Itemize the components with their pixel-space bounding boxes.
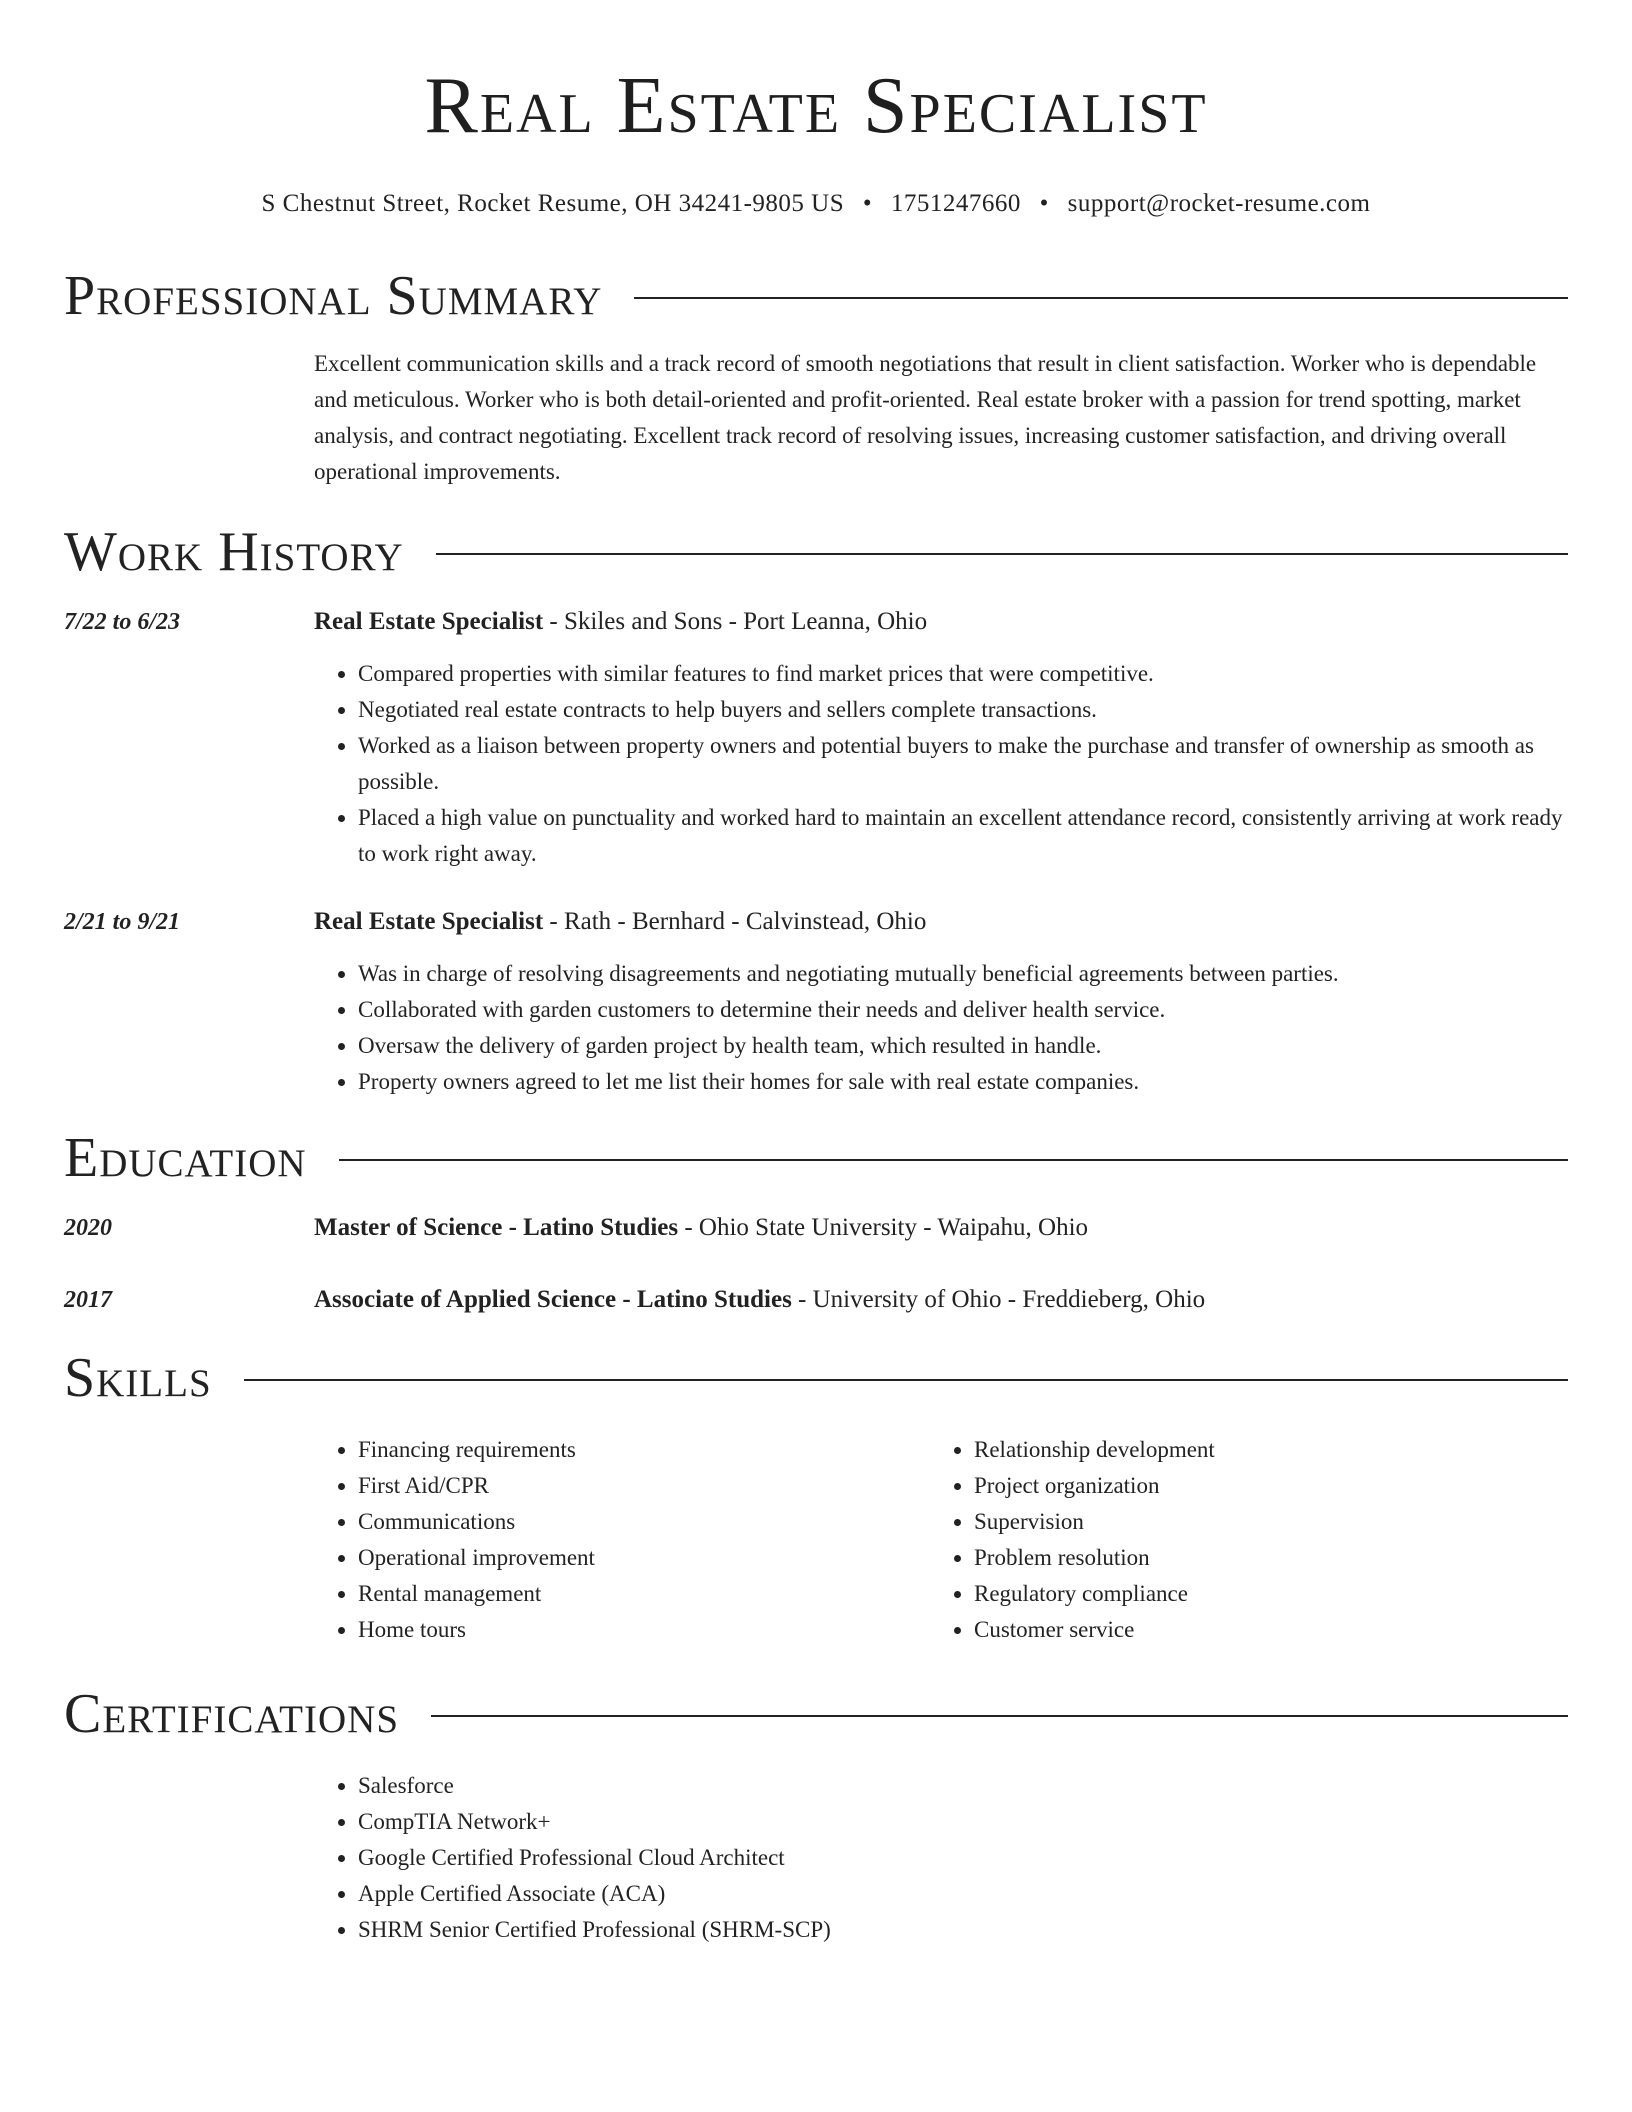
resume-name: Real Estate Specialist	[424, 62, 1208, 150]
list-item: • Negotiated real estate contracts to help buyers and sellers complete transactions.	[358, 692, 1568, 728]
job-heading	[314, 602, 1568, 642]
section-divider	[339, 1159, 1568, 1161]
section-divider	[436, 553, 1568, 555]
list-item: • Was in charge of resolving disagreements and negotiating mutually beneficial agreements between parties.	[358, 956, 1568, 992]
skills-section-header	[64, 1346, 1568, 1410]
skills-column-left	[314, 1432, 930, 1648]
skill-item: • Rental management	[358, 1576, 930, 1612]
list-item: • Oversaw the delivery of garden project by health team, which resulted in handle.	[358, 1028, 1568, 1064]
summary-section-header	[64, 264, 1568, 328]
education-details: - University of Ohio - Freddieberg, Ohio	[791, 1286, 1206, 1313]
resume-page	[64, 0, 1568, 1948]
education-details: - Ohio State University - Waipahu, Ohio	[678, 1214, 1089, 1241]
job-dates: 2/21 to 9/21	[64, 909, 181, 935]
contact-line	[64, 188, 1568, 220]
contact-separator: •	[1039, 190, 1049, 217]
certification-item: • SHRM Senior Certified Professional (SHRM-SCP)	[358, 1912, 1568, 1948]
education-section-header	[64, 1126, 1568, 1190]
skill-item: • Relationship development	[974, 1432, 1546, 1468]
job-details: - Rath - Bernhard - Calvinstead, Ohio	[543, 908, 927, 935]
contact-separator: •	[862, 190, 873, 217]
contact-email: support@rocket-resume.com	[1067, 190, 1371, 217]
section-title-work: Work History	[64, 521, 404, 583]
education-year: 2020	[64, 1215, 112, 1241]
job-dates: 7/22 to 6/23	[64, 609, 181, 635]
skills-list	[314, 1432, 1568, 1648]
list-item: • Worked as a liaison between property owners and potential buyers to make the purchase and transfer of ownership as smooth as possible.	[358, 728, 1568, 800]
certification-item: • Google Certified Professional Cloud Architect	[358, 1840, 1568, 1876]
section-divider	[244, 1379, 1568, 1381]
certification-item: • CompTIA Network+	[358, 1804, 1568, 1840]
summary-text: Excellent communication skills and a track record of smooth negotiations that result in client satisfaction. Worker who is dependable and meticulous. Worker who is both detail-oriented and profit-oriented. Real estate broker with a passion for trend spotting, market analysis, and contract negotiating. Excellent track record of resolving issues, increasing customer satisfaction, and driving overall operational improvements.	[314, 351, 1537, 484]
job-bullets	[314, 956, 1568, 1100]
contact-phone: 1751247660	[890, 190, 1021, 217]
skill-item: • First Aid/CPR	[358, 1468, 930, 1504]
section-title-summary: Professional Summary	[64, 265, 603, 327]
education-heading	[314, 1208, 1568, 1248]
skill-item: • Problem resolution	[974, 1540, 1546, 1576]
skill-item: • Supervision	[974, 1504, 1546, 1540]
education-degree: Master of Science - Latino Studies	[314, 1214, 679, 1241]
skill-item: • Operational improvement	[358, 1540, 930, 1576]
skill-item: • Regulatory compliance	[974, 1576, 1546, 1612]
section-divider	[431, 1715, 1568, 1717]
job-entry	[64, 602, 1568, 872]
job-role: Real Estate Specialist	[314, 908, 544, 935]
section-title-certifications: Certifications	[64, 1683, 400, 1745]
job-bullets	[314, 656, 1568, 872]
list-item: • Collaborated with garden customers to determine their needs and deliver health service.	[358, 992, 1568, 1028]
list-item: • Compared properties with similar features to find market prices that were competitive.	[358, 656, 1568, 692]
skill-item: • Communications	[358, 1504, 930, 1540]
job-role: Real Estate Specialist	[314, 608, 544, 635]
list-item: • Placed a high value on punctuality and worked hard to maintain an excellent attendance record, consistently arriving at work ready to work right away.	[358, 800, 1568, 872]
job-details: - Skiles and Sons - Port Leanna, Ohio	[543, 608, 928, 635]
job-entry	[64, 902, 1568, 1100]
skill-item: • Home tours	[358, 1612, 930, 1648]
skill-item: • Customer service	[974, 1612, 1546, 1648]
certification-item: • Apple Certified Associate (ACA)	[358, 1876, 1568, 1912]
section-title-skills: Skills	[64, 1347, 212, 1409]
section-divider	[634, 297, 1568, 299]
work-section-header	[64, 520, 1568, 584]
skills-column-right	[930, 1432, 1546, 1648]
section-title-education: Education	[64, 1127, 307, 1189]
education-degree: Associate of Applied Science - Latino Studies	[314, 1286, 792, 1313]
certification-item: • Salesforce	[358, 1768, 1568, 1804]
certifications-bullets	[314, 1768, 1568, 1948]
education-entry	[64, 1280, 1568, 1320]
education-entry	[64, 1208, 1568, 1248]
education-year: 2017	[64, 1287, 112, 1313]
list-item: • Property owners agreed to let me list their homes for sale with real estate companies.	[358, 1064, 1568, 1100]
certifications-list	[314, 1768, 1568, 1948]
job-heading	[314, 902, 1568, 942]
certifications-section-header	[64, 1682, 1568, 1746]
contact-address: S Chestnut Street, Rocket Resume, OH 34241-9805 US	[261, 190, 845, 217]
education-heading	[314, 1280, 1568, 1320]
skill-item: • Financing requirements	[358, 1432, 930, 1468]
skill-item: • Project organization	[974, 1468, 1546, 1504]
